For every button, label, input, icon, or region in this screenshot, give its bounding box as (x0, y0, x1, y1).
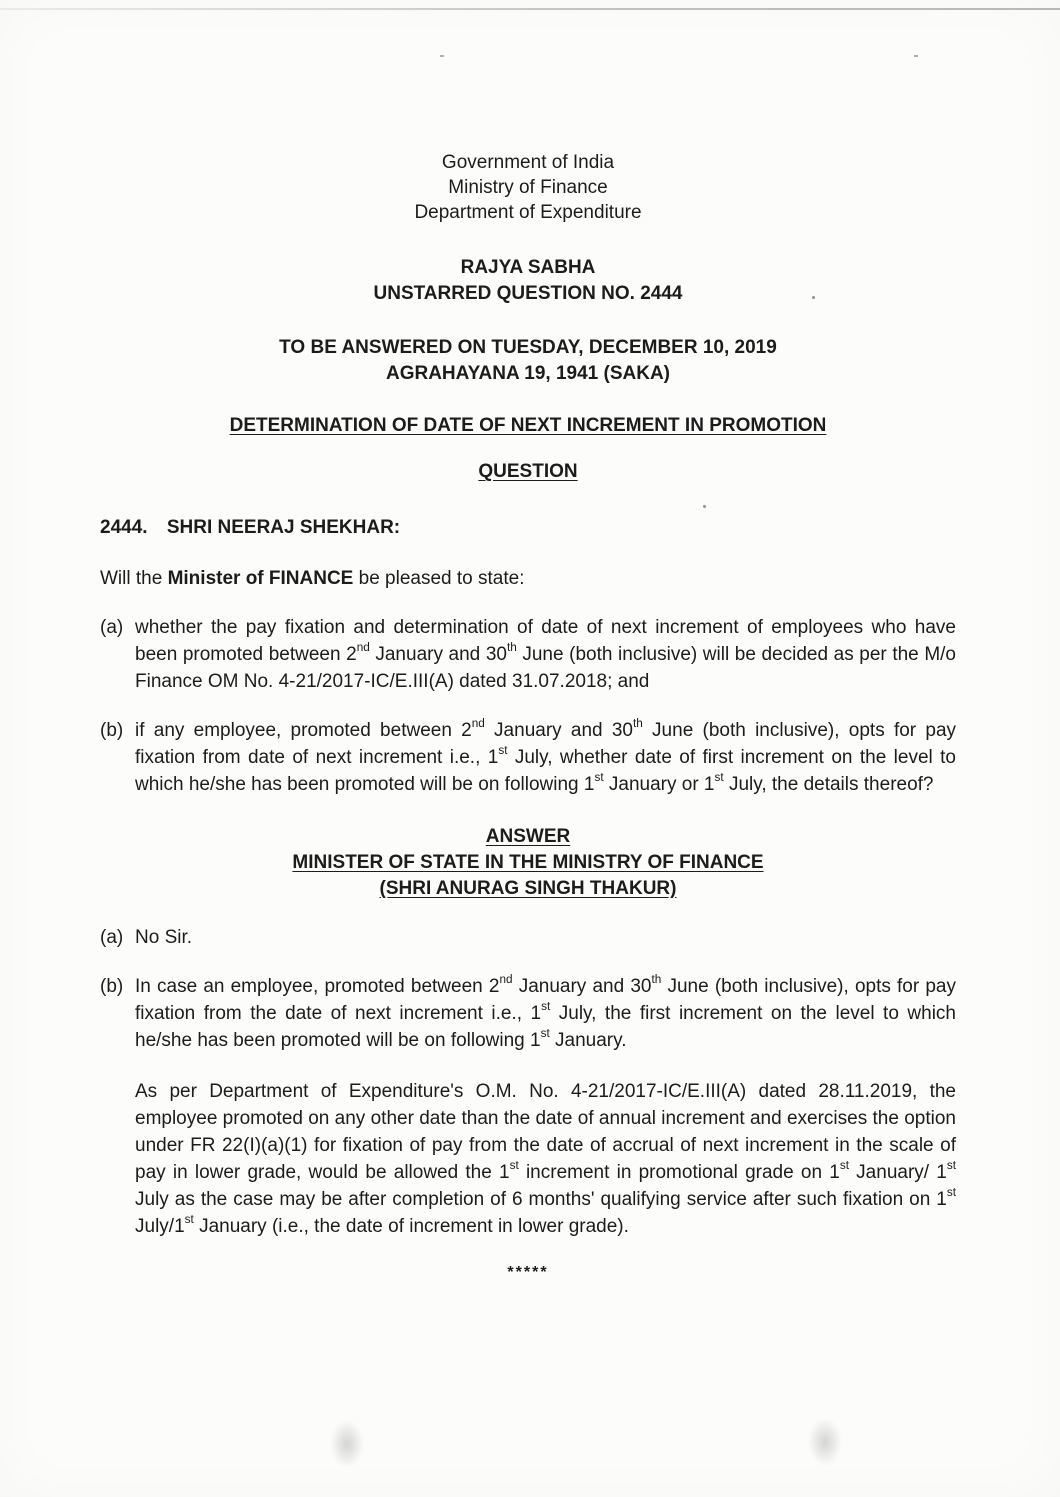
question-item-a (100, 614, 956, 695)
minister-title: MINISTER OF STATE IN THE MINISTRY OF FINANCE (292, 852, 764, 873)
saka-date-line: AGRAHAYANA 19, 1941 (SAKA) (385, 363, 671, 384)
house-title: RAJYA SABHA (460, 257, 596, 278)
question-heading: QUESTION (478, 461, 578, 482)
answer-heading: ANSWER (485, 826, 571, 847)
answer-date-line: TO BE ANSWERED ON TUESDAY, DECEMBER 10, 2019 (279, 337, 777, 358)
answer-item-a (100, 924, 956, 951)
government-header (100, 150, 956, 225)
scan-speck (812, 296, 815, 299)
department-line: Department of Expenditure (414, 202, 642, 223)
answer-item-b (100, 973, 956, 1054)
answer-heading-block (100, 824, 956, 902)
scan-speck (703, 505, 706, 508)
member-question-number: 2444. (100, 517, 148, 538)
question-number-line: UNSTARRED QUESTION NO. 2444 (373, 283, 683, 304)
question-preamble: Will the Minister of FINANCE be pleased to state: (100, 568, 525, 589)
item-label: (a) (100, 617, 124, 638)
item-label: (b) (100, 720, 124, 741)
scan-smudge (808, 1418, 842, 1466)
subject-title: DETERMINATION OF DATE OF NEXT INCREMENT IN PROMOTION (229, 415, 827, 436)
scan-artifact-top-line (0, 8, 1060, 10)
answer-closing-paragraph: As per Department of Expenditure's O.M. No. 4-21/2017-IC/E.III(A) dated 28.11.2019, the employee promoted on any other date than the date of annual increment and exercises the option under FR 22(I)(a)(1) for fixation of pay from the date of accrual of next increment in the scale of pay in lower grade, would be allowed the 1st increment in promotional grade on 1st January/ 1st July as the case may be after completion of 6 months' qualifying service after such fixation on 1st July/1st January (i.e., the date of increment in lower grade). (135, 1081, 956, 1237)
scan-smudge (330, 1420, 364, 1468)
scan-speck (914, 55, 918, 57)
scan-speck (440, 55, 444, 57)
item-text: whether the pay fixation and determination of date of next increment of employees who have been promoted between 2nd January and 30th June (both inclusive) will be decided as per the M/o Finance OM No. 4-21/2017-IC/E.III(A) dated 31.07.2018; and (135, 617, 956, 692)
member-line (100, 517, 956, 539)
org-line: Government of India (441, 152, 615, 173)
footer-stars: ***** (507, 1264, 549, 1281)
item-text: In case an employee, promoted between 2nd January and 30th June (both inclusive), opts for pay fixation from the date of next increment i.e., 1st July, the first increment on the level to which he/she has been promoted will be on following 1st January. (135, 972, 956, 1051)
ministry-line: Ministry of Finance (448, 177, 608, 198)
subject-title-block (100, 415, 956, 437)
house-block (100, 255, 956, 307)
item-label: (a) (100, 927, 124, 948)
item-text: No Sir. (135, 927, 193, 948)
minister-name: (SHRI ANURAG SINGH THAKUR) (379, 878, 677, 899)
member-name: SHRI NEERAJ SHEKHAR: (166, 517, 401, 538)
document-content (0, 150, 1060, 1282)
question-heading-block (100, 461, 956, 483)
item-text: if any employee, promoted between 2nd January and 30th June (both inclusive), opts for pay fixation from date of next increment i.e., 1st July, whether date of first increment on the level to which he/she has been promoted will be on following 1st January or 1st July, the details thereof? (135, 716, 957, 795)
question-item-b (100, 717, 956, 798)
item-label: (b) (100, 976, 124, 997)
answer-date-block (100, 335, 956, 387)
